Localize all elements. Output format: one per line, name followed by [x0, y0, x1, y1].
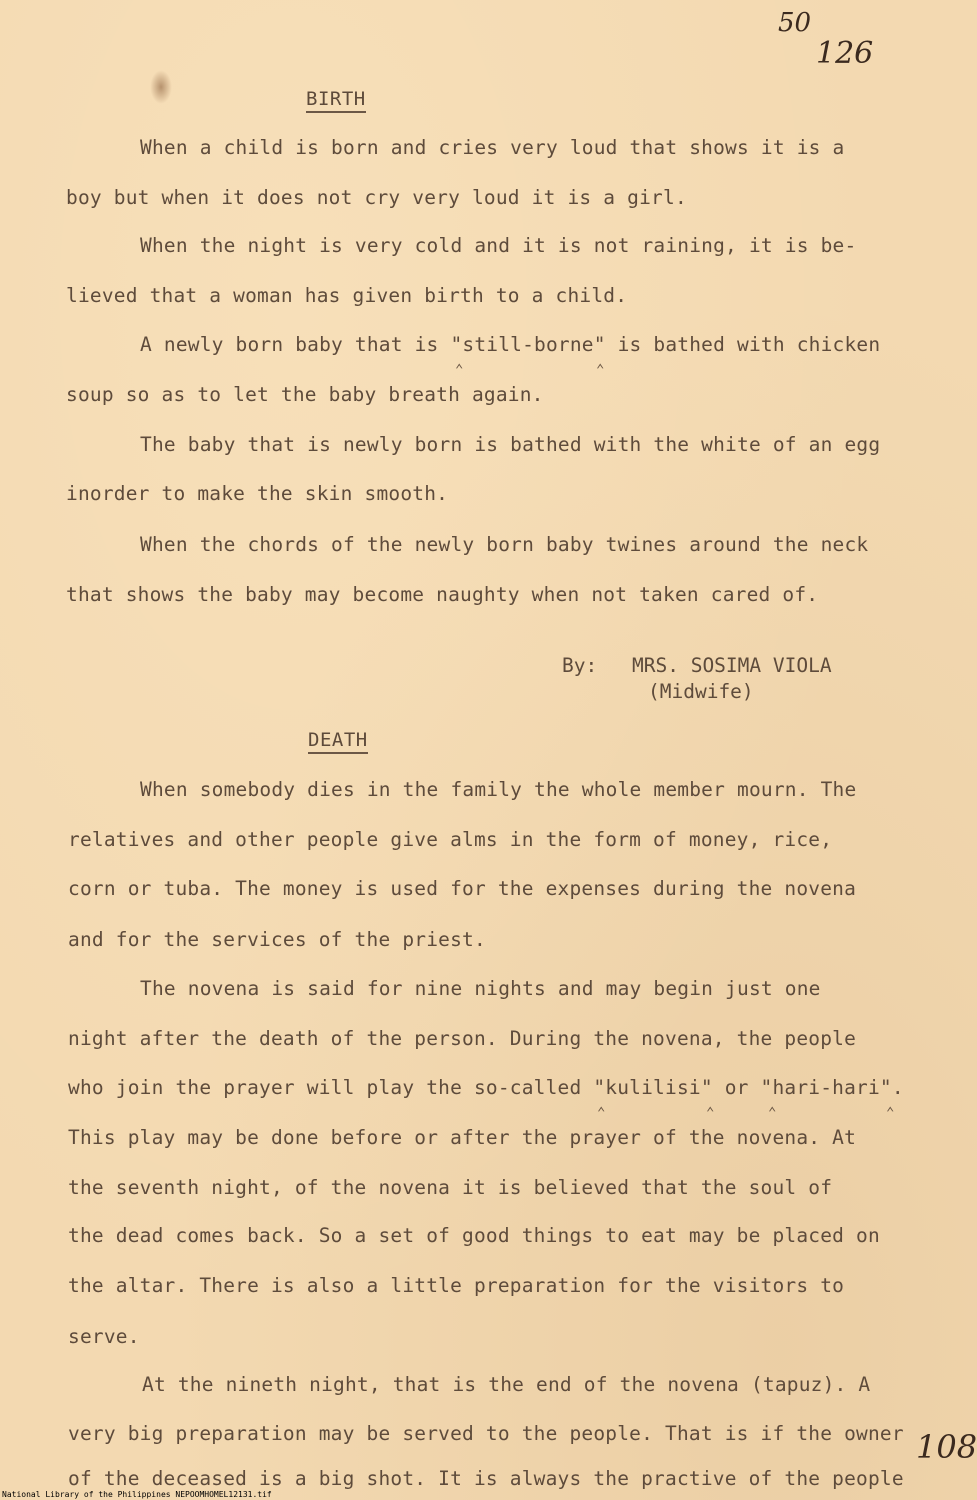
caret-mark: ⌃: [768, 1105, 777, 1121]
death-line: At the nineth night, that is the end of the novena (tapuz). A: [142, 1373, 871, 1396]
birth-heading: BIRTH: [306, 88, 366, 113]
death-heading: DEATH: [308, 729, 368, 754]
death-line: corn or tuba. The money is used for the expenses during the novena: [68, 877, 857, 900]
handwritten-number-top: 50: [778, 8, 812, 38]
death-line: The novena is said for nine nights and may begin just one: [140, 977, 821, 1000]
death-line: relatives and other people give alms in the form of money, rice,: [68, 828, 833, 851]
death-line: night after the death of the person. During the novena, the people: [68, 1027, 857, 1050]
caret-mark: ⌃: [706, 1105, 715, 1121]
death-line: When somebody dies in the family the whole member mourn. The: [140, 778, 857, 801]
byline-prefix: By:: [562, 654, 598, 677]
caret-mark: ⌃: [597, 1105, 606, 1121]
birth-line: inorder to make the skin smooth.: [66, 482, 449, 505]
scan-footer-label: National Library of the Philippines NEPOOMHOMEL12131.tif: [2, 1490, 272, 1499]
birth-line: When a child is born and cries very loud that shows it is a: [140, 136, 845, 159]
death-line: who join the prayer will play the so-called "kulilisi" or "hari-hari".: [68, 1076, 904, 1099]
death-line: This play may be done before or after the prayer of the novena. At: [68, 1126, 857, 1149]
death-line: the dead comes back. So a set of good things to eat may be placed on: [68, 1224, 880, 1247]
death-line: of the deceased is a big shot. It is always the practive of the people: [68, 1467, 904, 1490]
handwritten-number-bottom: 108: [916, 1428, 977, 1466]
byline-name: MRS. SOSIMA VIOLA: [632, 654, 832, 677]
birth-line: soup so as to let the baby breath again.: [66, 383, 544, 406]
caret-mark: ⌃: [886, 1105, 895, 1121]
birth-line: When the night is very cold and it is not raining, it is be-: [140, 234, 857, 257]
caret-mark: ⌃: [455, 362, 464, 378]
death-line: very big preparation may be served to the people. That is if the owner: [68, 1422, 904, 1445]
birth-line: A newly born baby that is "still-borne" is bathed with chicken: [140, 333, 881, 356]
death-line: and for the services of the priest.: [68, 928, 486, 951]
byline-role: (Midwife): [648, 680, 754, 703]
birth-line: boy but when it does not cry very loud it is a girl.: [66, 186, 687, 209]
birth-line: that shows the baby may become naughty when not taken cared of.: [66, 583, 819, 606]
handwritten-page-number: 126: [816, 36, 874, 71]
death-line: serve.: [68, 1325, 140, 1348]
birth-line: The baby that is newly born is bathed with the white of an egg: [140, 433, 881, 456]
birth-line: lieved that a woman has given birth to a child.: [66, 284, 628, 307]
death-line: the altar. There is also a little preparation for the visitors to: [68, 1274, 845, 1297]
caret-mark: ⌃: [596, 362, 605, 378]
death-line: the seventh night, of the novena it is believed that the soul of: [68, 1176, 833, 1199]
birth-line: When the chords of the newly born baby twines around the neck: [140, 533, 869, 556]
ink-stain: [150, 70, 172, 104]
